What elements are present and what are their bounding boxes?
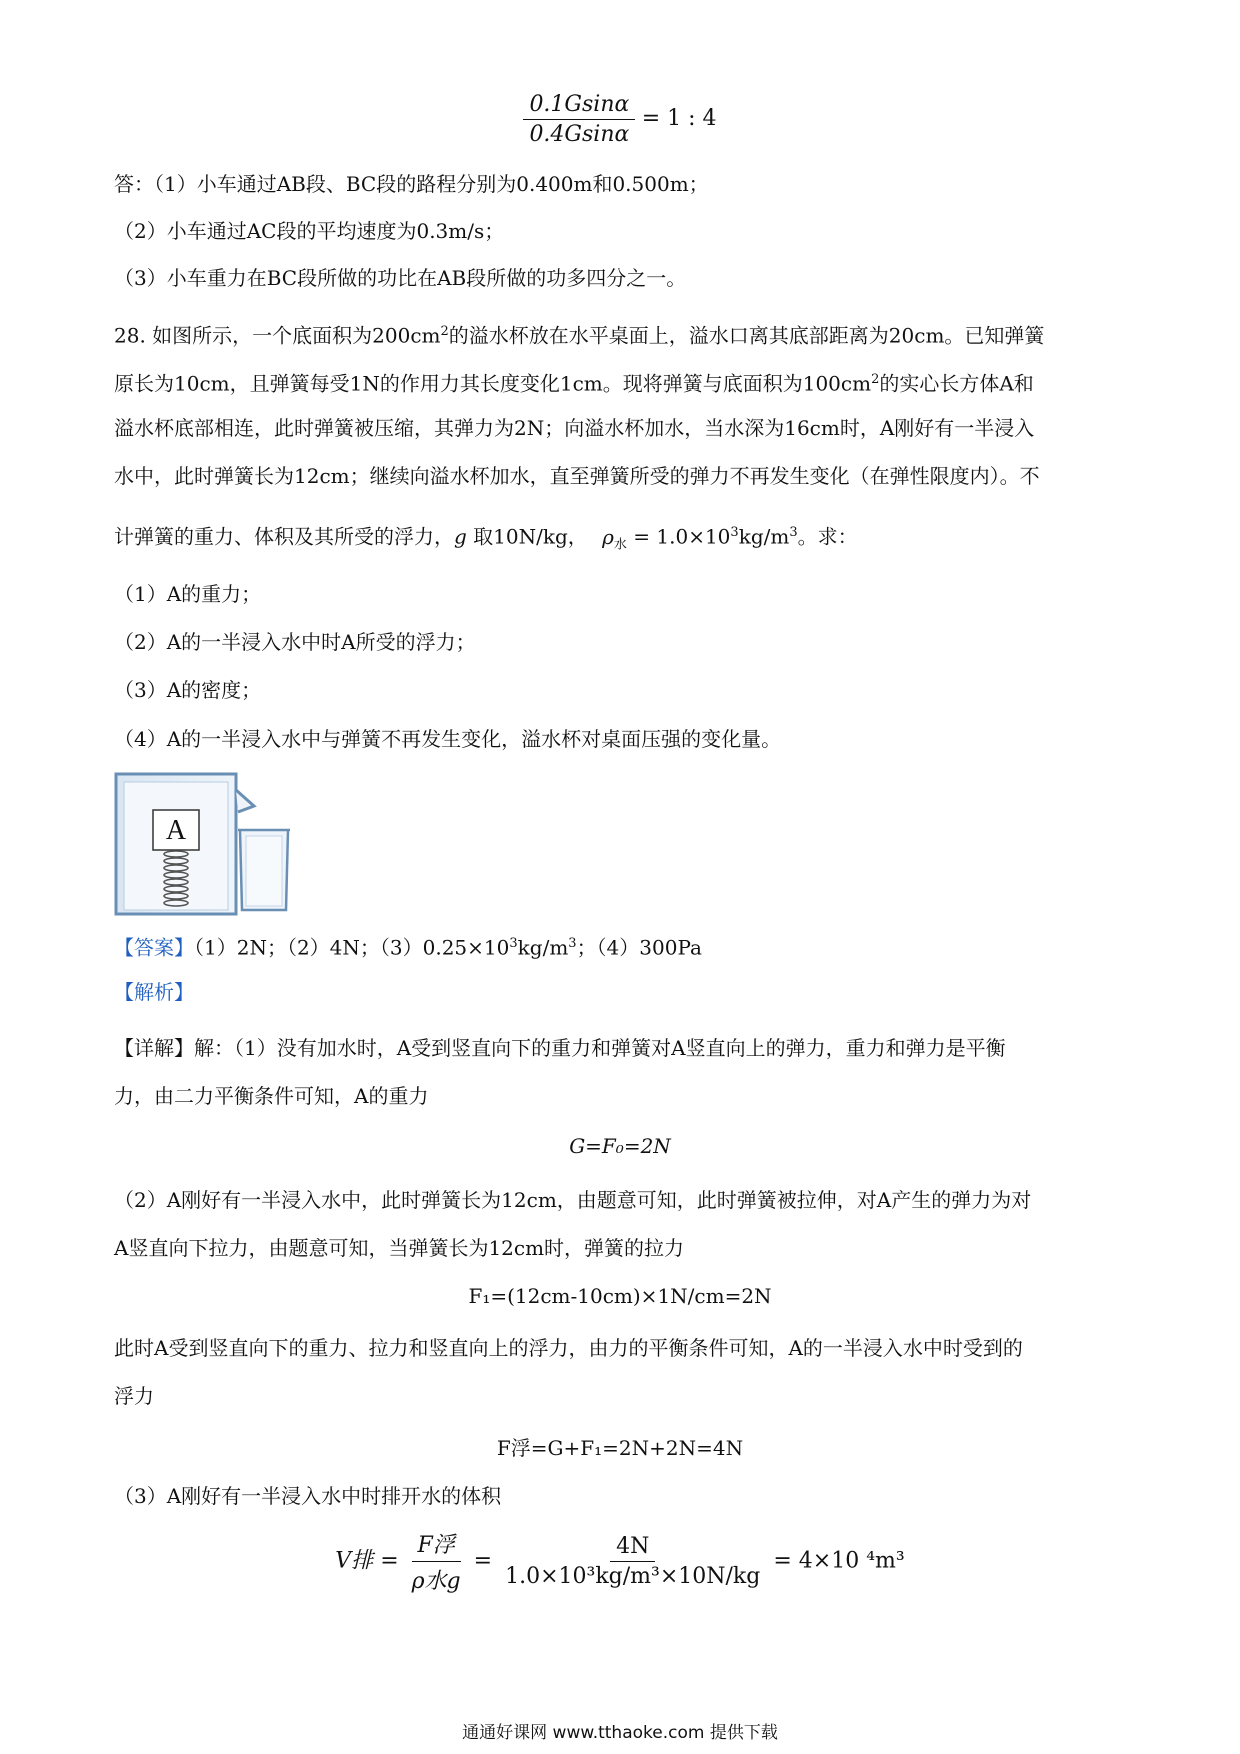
q28-line-5: 计弹簧的重力、体积及其所受的浮力，g 取10N/kg， $\rho_水 = 1.0\times 10^3kg/m^3$。求： xyxy=(114,524,858,553)
page-footer: 通通好课网 www.tthaoke.com 提供下载 xyxy=(462,1723,778,1743)
q28-line-1: 28. 如图所示，一个底面积为$200cm^2$的溢水杯放在水平桌面上，溢水口离其底部距离为20cm。已知弹簧 xyxy=(114,323,1045,348)
detail-tag: 【详解】 xyxy=(114,1036,194,1060)
prev-answer-1: 答：（1）小车通过AB段、BC段的路程分别为0.400m和0.500m； xyxy=(114,172,709,196)
volume-formula: V排 = $\frac{\text{F浮}}{\text{ρ水g}}$ = $\frac{4N}{\text{1.0×10³kg/m³×10N/kg}}$ = 4×10 ⁴m³ xyxy=(0,1528,1240,1595)
q28-part-2: （2）A的一半浸入水中时A所受的浮力； xyxy=(114,630,476,654)
q28-line-5a: 计弹簧的重力、体积及其所受的浮力， xyxy=(114,524,454,549)
equation-1: G=F₀=2N xyxy=(569,1134,671,1158)
answer-tag: 【答案】 xyxy=(114,935,194,960)
detail-line-3: （2）A刚好有一半浸入水中，此时弹簧长为12cm，由题意可知，此时弹簧被拉伸，对A产生的弹力为对 xyxy=(114,1188,1032,1212)
fraction-1-numerator: F浮 xyxy=(412,1528,461,1562)
volume-lhs: V排 xyxy=(335,1548,374,1574)
q28-line-2a: 原长为10cm，且弹簧每受1N的作用力其长度变化1cm。现将弹簧与底面积为100cm xyxy=(114,371,872,396)
answer-line: 【答案】（1）2N；（2）4N；$(3)0.25\times 10^3kg/m^3$；（4）300Pa xyxy=(114,935,702,960)
q28-line-2: 原长为10cm，且弹簧每受1N的作用力其长度变化1cm。现将弹簧与底面积为$100cm^2$的实心长方体A和 xyxy=(114,371,1034,396)
prev-answer-3: （3）小车重力在BC段所做的功比在AB段所做的功多四分之一。 xyxy=(114,266,687,290)
answer-text-3: ；（4）300Pa xyxy=(576,935,702,960)
equation-2: F₁=(12cm-10cm)×1N/cm=2N xyxy=(468,1284,772,1308)
detail-line-2: 力，由二力平衡条件可知，A的重力 xyxy=(114,1084,429,1108)
q28-line-5c: = 1.0×10 xyxy=(633,524,731,549)
q28-line-1a: 28. 如图所示，一个底面积为200cm xyxy=(114,323,441,348)
detail-line-1 xyxy=(114,1034,1006,1062)
volume-result: = 4×10 ⁴m³ xyxy=(773,1548,905,1574)
fraction-1-denominator: ρ水g xyxy=(411,1569,461,1594)
detail-text-1: 解：（1）没有加水时，A受到竖直向下的重力和弹簧对A竖直向上的弹力，重力和弹力是平衡 xyxy=(194,1036,1006,1060)
q28-line-5d: kg/m xyxy=(738,524,790,549)
fraction-2-denominator: 1.0×10³kg/m³×10N/kg xyxy=(505,1564,761,1589)
analysis-tag: 【解析】 xyxy=(114,980,194,1004)
overflow-spout xyxy=(236,790,254,812)
equation-3: F浮=G+F₁=2N+2N=4N xyxy=(496,1436,744,1460)
answer-text-1: （1）2N；（2）4N；（3）0.25×10 xyxy=(194,935,510,960)
top-formula xyxy=(0,92,1240,147)
detail-line-5: 此时A受到竖直向下的重力、拉力和竖直向上的浮力，由力的平衡条件可知，A的一半浸入水中时受到的 xyxy=(114,1336,1023,1360)
block-a-label: A xyxy=(165,815,187,846)
answer-text-2: kg/m xyxy=(517,935,569,960)
overflow-cup-figure xyxy=(114,772,314,920)
q28-line-3: 溢水杯底部相连，此时弹簧被压缩，其弹力为2N；向溢水杯加水，当水深为16cm时，A刚好有一半浸入 xyxy=(114,416,1035,440)
fraction-2-numerator: 4N xyxy=(610,1534,655,1562)
top-formula-result: = 1 : 4 xyxy=(641,106,717,131)
q28-line-1b: 的溢水杯放在水平桌面上，溢水口离其底部距离为20cm。已知弹簧 xyxy=(448,323,1045,348)
detail-line-7: （3）A刚好有一半浸入水中时排开水的体积 xyxy=(114,1484,502,1508)
q28-part-4: （4）A的一半浸入水中与弹簧不再发生变化，溢水杯对桌面压强的变化量。 xyxy=(114,727,782,751)
top-formula-numerator: 0.1Gsinα xyxy=(523,92,635,120)
detail-line-6: 浮力 xyxy=(114,1384,154,1408)
detail-line-4: A竖直向下拉力，由题意可知，当弹簧长为12cm时，弹簧的拉力 xyxy=(114,1236,685,1260)
prev-answer-2: （2）小车通过AC段的平均速度为0.3m/s； xyxy=(114,219,505,243)
q28-line-2b: 的实心长方体A和 xyxy=(879,371,1034,396)
q28-part-1: （1）A的重力； xyxy=(114,582,262,606)
q28-line-5b: 取10N/kg， xyxy=(473,524,588,549)
q28-line-5e: 。求： xyxy=(797,524,858,549)
top-formula-denominator: 0.4Gsinα xyxy=(529,122,630,147)
q28-line-4: 水中，此时弹簧长为12cm；继续向溢水杯加水，直至弹簧所受的弹力不再发生变化（在弹性限度内）。不 xyxy=(114,464,1040,488)
q28-part-3: （3）A的密度； xyxy=(114,678,262,702)
